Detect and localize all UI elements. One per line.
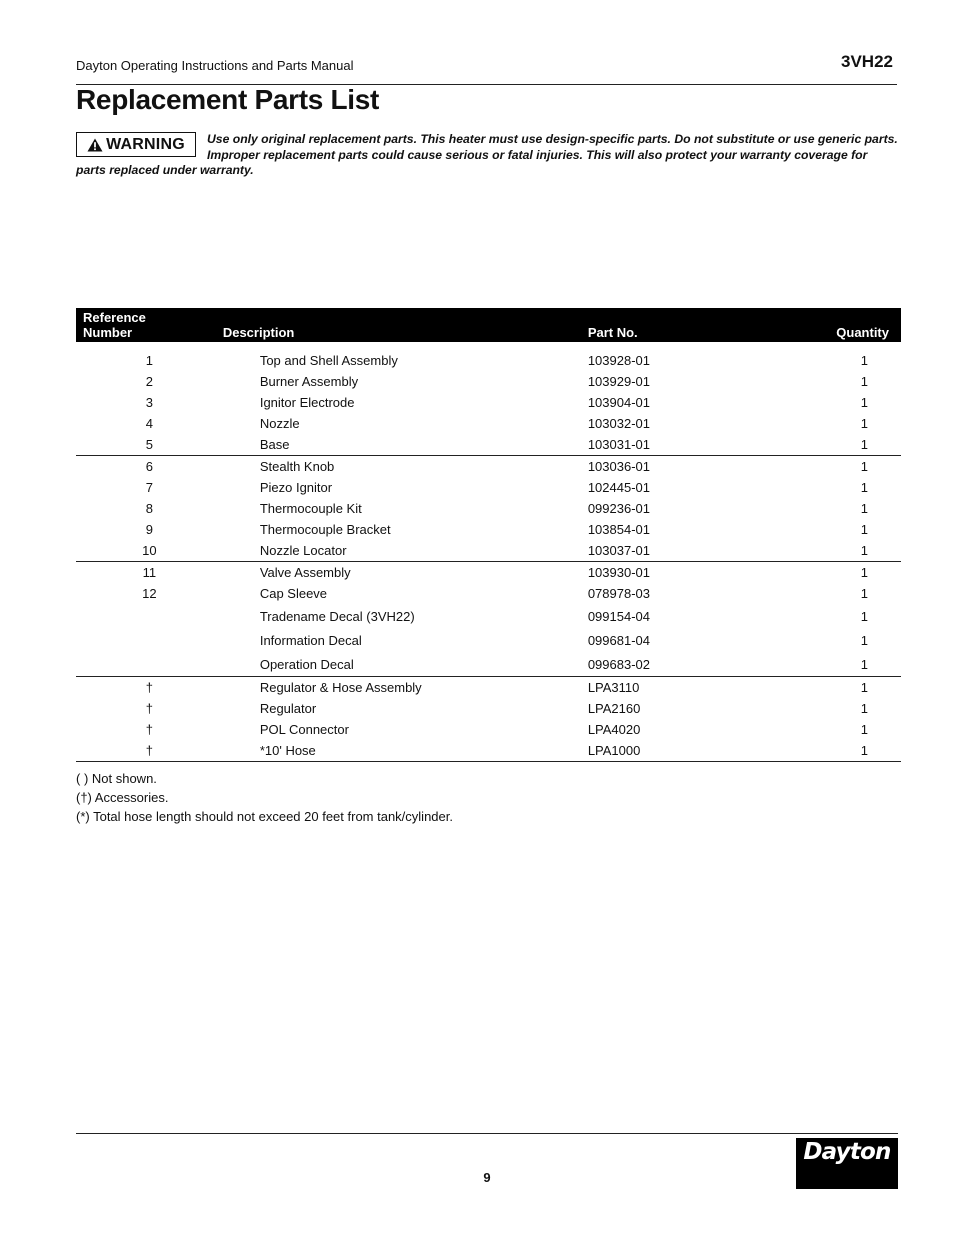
- table-row: [76, 698, 901, 719]
- header-reference-line2: Number: [83, 325, 133, 340]
- cell-quantity: 1: [860, 459, 868, 474]
- cell-description: Operation Decal: [223, 652, 588, 677]
- cell-reference-number: 2: [145, 374, 154, 389]
- cell-part-no: 103928-01: [587, 353, 650, 368]
- header-part-no: Part No.: [588, 308, 788, 342]
- table-row: [76, 604, 901, 628]
- table-row: [76, 413, 901, 434]
- cell-part-no: 102445-01: [587, 480, 650, 495]
- cell-description: *10' Hose: [223, 740, 588, 762]
- cell-reference-number: 7: [145, 480, 154, 495]
- warning-triangle-icon: [87, 138, 103, 152]
- cell-description: POL Connector: [259, 722, 349, 737]
- table-row: [76, 477, 901, 498]
- table-row: [76, 392, 901, 413]
- cell-description: Tradename Decal (3VH22): [259, 608, 415, 624]
- table-row: [76, 434, 901, 456]
- cell-reference-number: 12: [142, 586, 157, 601]
- cell-description: Nozzle Locator: [223, 540, 588, 562]
- cell-description: Regulator: [259, 701, 317, 716]
- page-title: Replacement Parts List: [76, 84, 380, 115]
- note-accessories: (†) Accessories.: [76, 790, 169, 805]
- cell-reference-number: [76, 652, 223, 677]
- cell-quantity: 1: [860, 608, 868, 624]
- cell-reference-number: †: [145, 722, 154, 737]
- page-number: 9: [483, 1170, 491, 1185]
- cell-quantity: 1: [860, 632, 868, 648]
- cell-quantity: 1: [860, 565, 868, 580]
- cell-description: Thermocouple Kit: [259, 501, 362, 516]
- header-reference-number: [76, 308, 223, 342]
- parts-table: [76, 308, 901, 762]
- cell-part-no: LPA4020: [587, 722, 641, 737]
- cell-reference-number: †: [145, 680, 154, 695]
- cell-part-no: LPA1000: [588, 740, 788, 762]
- table-row: [76, 740, 901, 762]
- cell-quantity: 1: [860, 701, 868, 716]
- table-row: [76, 519, 901, 540]
- warning-badge: [76, 132, 196, 157]
- warning-message: [76, 132, 898, 179]
- cell-part-no: 099236-01: [587, 501, 650, 516]
- cell-reference-number: 3: [145, 395, 154, 410]
- table-header-row: [76, 308, 901, 342]
- cell-quantity: 1: [788, 740, 901, 762]
- cell-part-no: 103037-01: [588, 540, 788, 562]
- cell-description: Valve Assembly: [259, 565, 351, 580]
- cell-quantity: 1: [860, 374, 868, 389]
- cell-quantity: 1: [860, 722, 868, 737]
- cell-reference-number: 10: [76, 540, 223, 562]
- cell-reference-number: 1: [145, 353, 154, 368]
- cell-quantity: 1: [860, 680, 868, 695]
- footer-divider: [76, 1133, 898, 1134]
- cell-reference-number: 6: [145, 459, 154, 474]
- table-row: [76, 628, 901, 652]
- cell-reference-number: [76, 604, 223, 628]
- cell-description: Stealth Knob: [259, 459, 335, 474]
- cell-quantity: 1: [860, 416, 868, 431]
- logo-text: Dayton: [803, 1139, 891, 1165]
- cell-quantity: 1: [788, 540, 901, 562]
- cell-description: Nozzle: [259, 416, 300, 431]
- warning-message-text: Use only original replacement parts. This heater must use design-specific parts. Do not substitute or use generic parts. Improper replacement parts could cause serious or fatal injuries. This will also protect your warranty coverage for parts replaced under warranty.: [76, 132, 898, 177]
- cell-quantity: 1: [788, 434, 901, 456]
- cell-reference-number: 4: [145, 416, 154, 431]
- table-row: [76, 371, 901, 392]
- note-hose-length: (*) Total hose length should not exceed 20 feet from tank/cylinder.: [76, 809, 453, 824]
- cell-part-no: 103036-01: [587, 459, 650, 474]
- cell-quantity: 1: [860, 480, 868, 495]
- cell-description: Cap Sleeve: [259, 586, 328, 601]
- cell-part-no: 099681-04: [587, 632, 650, 648]
- cell-description: Burner Assembly: [259, 374, 359, 389]
- header-reference-line1: Reference: [83, 310, 146, 325]
- cell-description: Thermocouple Bracket: [259, 522, 391, 537]
- cell-part-no: LPA2160: [587, 701, 641, 716]
- table-row: [76, 456, 901, 478]
- note-not-shown: ( ) Not shown.: [76, 771, 157, 786]
- notes: [76, 769, 453, 826]
- cell-reference-number: 9: [145, 522, 154, 537]
- cell-quantity: 1: [860, 586, 868, 601]
- cell-part-no: 103031-01: [588, 434, 788, 456]
- cell-part-no: 103929-01: [587, 374, 650, 389]
- table-row: [76, 540, 901, 562]
- cell-part-no: 099683-02: [588, 652, 788, 677]
- cell-part-no: 099154-04: [587, 608, 650, 624]
- cell-part-no: 103854-01: [587, 522, 650, 537]
- cell-reference-number: †: [145, 701, 154, 716]
- table-row: [76, 498, 901, 519]
- cell-reference-number: 8: [145, 501, 154, 516]
- dayton-logo: [796, 1138, 898, 1189]
- cell-description: Piezo Ignitor: [259, 480, 333, 495]
- cell-reference-number: †: [76, 740, 223, 762]
- cell-quantity: 1: [860, 522, 868, 537]
- table-row: [76, 677, 901, 699]
- cell-reference-number: [76, 628, 223, 652]
- cell-part-no: 103032-01: [587, 416, 650, 431]
- parts-table-body: [76, 342, 901, 762]
- cell-part-no: 078978-03: [587, 586, 650, 601]
- cell-description: Ignitor Electrode: [259, 395, 355, 410]
- table-row: [76, 652, 901, 677]
- cell-quantity: 1: [860, 353, 868, 368]
- cell-description: Base: [223, 434, 588, 456]
- cell-reference-number: 11: [142, 565, 157, 580]
- manual-title: Dayton Operating Instructions and Parts Manual: [76, 58, 354, 73]
- cell-description: Top and Shell Assembly: [259, 353, 398, 368]
- header-quantity: Quantity: [788, 308, 901, 342]
- cell-description: Regulator & Hose Assembly: [259, 680, 422, 695]
- cell-quantity: 1: [860, 395, 868, 410]
- cell-reference-number: 5: [76, 434, 223, 456]
- cell-part-no: 103930-01: [587, 565, 650, 580]
- warning-label: WARNING: [106, 135, 185, 153]
- header-description: Description: [223, 308, 588, 342]
- cell-quantity: 1: [860, 501, 868, 516]
- table-row: [76, 342, 901, 371]
- model-number: 3VH22: [841, 52, 893, 71]
- cell-part-no: 103904-01: [587, 395, 650, 410]
- cell-part-no: LPA3110: [587, 680, 640, 695]
- table-row: [76, 583, 901, 604]
- table-row: [76, 719, 901, 740]
- table-row: [76, 562, 901, 584]
- cell-quantity: 1: [788, 652, 901, 677]
- cell-description: Information Decal: [259, 632, 362, 648]
